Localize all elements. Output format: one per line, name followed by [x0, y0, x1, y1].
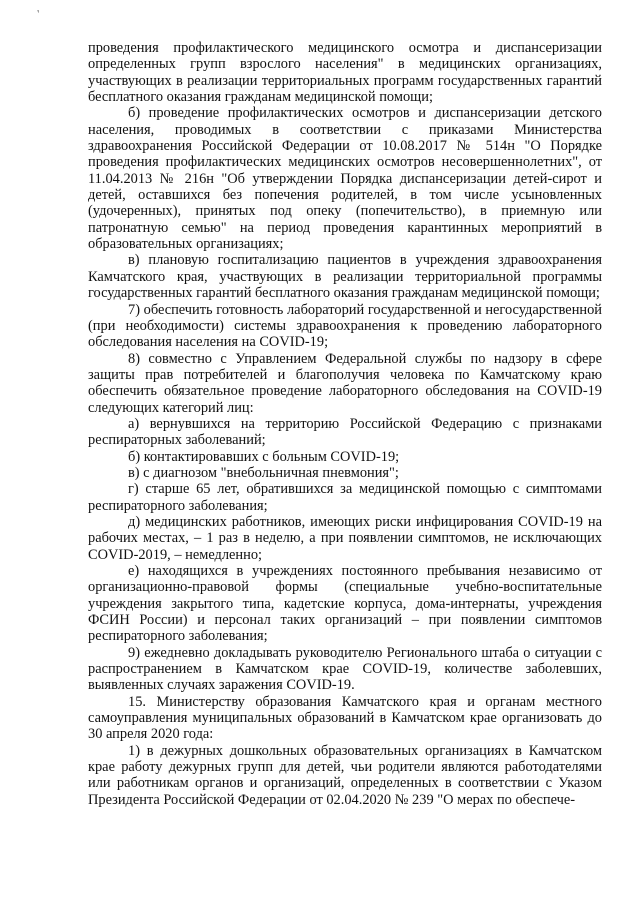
paragraph: д) медицинских работников, имеющих риски инфицирования COVID-19 на рабочих местах, – 1 раз в неделю, а при появлении симптомов, не исключающих COVID-2019, – немедленно;	[88, 513, 602, 563]
paragraph: в) с диагнозом "внебольничная пневмония";	[128, 464, 399, 481]
paragraph: 7) обеспечить готовность лабораторий государственной и негосударственной (при необходимости) системы здравоохранения к проведению лабораторного обследования населения на COVID-19;	[88, 301, 602, 351]
document-body	[88, 40, 602, 808]
paragraph: 8) совместно с Управлением Федеральной службы по надзору в сфере защиты прав потребителей и благополучия человека по Камчатскому краю обеспечить обязательное проведение лабораторного обследования на COVID-19 следующих категорий лиц:	[88, 350, 602, 416]
paragraph: б) контактировавших с больным COVID-19;	[128, 448, 400, 465]
paragraph: 15. Министерству образования Камчатского края и органам местного самоуправления муниципальных образований в Камчатском крае организовать до 30 апреля 2020 года:	[88, 693, 602, 743]
paragraph: а) вернувшихся на территорию Российской Федерацию с признаками респираторных заболеваний;	[88, 415, 602, 449]
paragraph: г) старше 65 лет, обратившихся за медицинской помощью с симптомами респираторного заболевания;	[88, 481, 602, 514]
corner-mark: ʼ	[35, 7, 45, 21]
paragraph: проведения профилактического медицинского осмотра и диспансеризации определенных групп взрослого населения" в медицинских организациях, участвующих в реализации территориальных программ государственных гарантий бесплатного оказания гражданам медицинской помощи;	[88, 40, 602, 106]
paragraph: б) проведение профилактических осмотров и диспансеризации детского населения, проводимых в соответствии с приказами Министерства здравоохранения Российской Федерации от 10.08.2017 № 514н "О Порядке проведения профилактических медицинских осмотров несовершеннолетних", от 11.04.2013 № 216н "Об утверждении Порядка диспансеризации детей-сирот и детей, оставшихся без попечения родителей, в том числе усыновленных (удочеренных), принятых под опеку (попечительство), в приемную или патронатную семью" на период проведения карантинных мероприятий в образовательных организациях;	[88, 105, 602, 253]
paragraph: 9) ежедневно докладывать руководителю Регионального штаба о ситуации с распространением в Камчатском крае COVID-19, количестве заболевших, выявленных случаях заражения COVID-19.	[88, 644, 602, 694]
paragraph: е) находящихся в учреждениях постоянного пребывания независимо от организационно-правовой формы (специальные учебно-воспитательные учреждения закрытого типа, кадетские корпуса, дома-интернаты, учреждения ФСИН России) и персонал таких организаций – при появлении симптомов респираторного заболевания;	[88, 563, 602, 645]
paragraph: в) плановую госпитализацию пациентов в учреждения здравоохранения Камчатского края, участвующих в реализации территориальной программы государственных гарантий бесплатного оказания гражданам медицинской помощи;	[88, 252, 602, 302]
paragraph: 1) в дежурных дошкольных образовательных организациях в Камчатском крае работу дежурных групп для детей, чьи родители являются работодателями или работникам органов и организаций, определенных в соответствии с Указом Президента Российской Федерации от 02.04.2020 № 239 "О мерах по обеспече-	[88, 742, 602, 808]
